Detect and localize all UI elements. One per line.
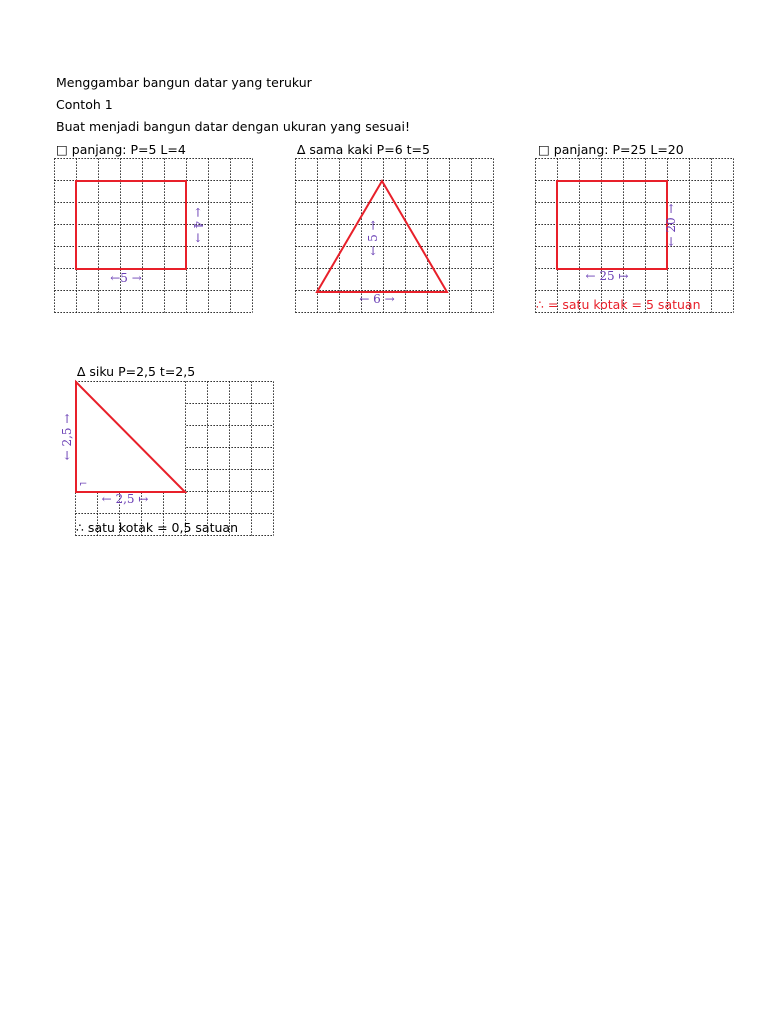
figure-3-rectangle (535, 158, 735, 316)
figure-1-caption: □ panjang: P=5 L=4 (56, 142, 186, 157)
grid (296, 159, 494, 313)
height-dimension: ← 5 → (366, 220, 380, 256)
height-dimension: ← 4 → (191, 207, 205, 243)
figure-2-isosceles-triangle (295, 158, 495, 316)
scale-note: ∴ = satu kotak = 5 satuan (536, 297, 701, 312)
base-dimension: ← 2,5 ↦ (101, 492, 149, 506)
figure-3-caption: □ panjang: P=25 L=20 (538, 142, 684, 157)
figure-4-right-triangle (60, 381, 275, 539)
right-angle-icon: ⌐ (79, 479, 88, 490)
example-label: Contoh 1 (56, 97, 113, 112)
height-dimension: ← 20 → (664, 203, 678, 247)
figure-1-rectangle (54, 158, 254, 316)
width-dimension: ← 25 ↦ (585, 269, 629, 283)
figure-2-caption: ∆ sama kaki P=6 t=5 (297, 142, 430, 157)
page-title: Menggambar bangun datar yang terukur (56, 75, 312, 90)
figure-4-caption: ∆ siku P=2,5 t=2,5 (77, 364, 196, 379)
width-dimension: ←5 → (110, 271, 142, 285)
height-dimension: ← 2,5 → (60, 413, 74, 461)
base-dimension: ← 6 → (359, 292, 395, 306)
scale-note: ∴ satu kotak = 0,5 satuan (76, 520, 238, 535)
instruction-text: Buat menjadi bangun datar dengan ukuran yang sesuai! (56, 119, 410, 134)
